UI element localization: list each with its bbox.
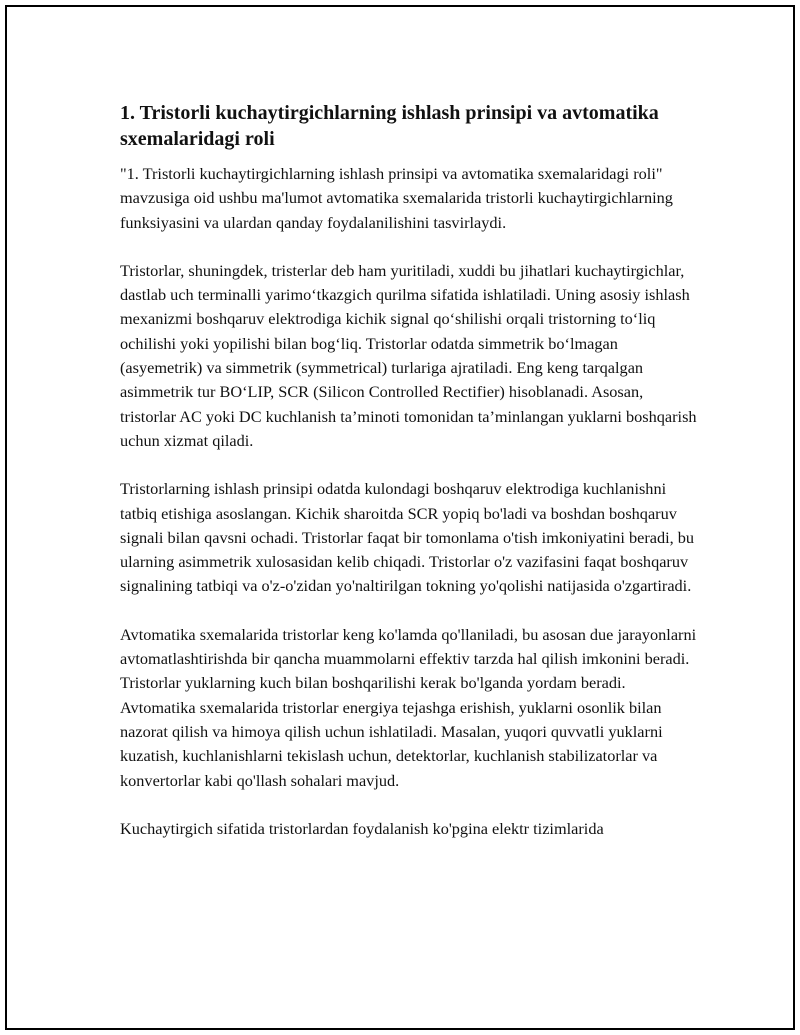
paragraph-tristor-types: Tristorlar, shuningdek, tristerlar deb ham yuritiladi, xuddi bu jihatlari kuchaytirgichlar, dastlab uch terminalli yarimo‘tkazgich qurilma sifatida ishlatiladi. Uning asosiy ishlash mexanizmi boshqaruv elektrodiga kichik signal qo‘shilishi orqali tristorning to‘liq ochilishi yoki yopilishi bilan bog‘liq. Tristorlar odatda simmetrik bo‘lmagan (asyemetrik) va simmetrik (symmetrical) turlariga ajratiladi. Eng keng tarqalgan asimmetrik tur BO‘LIP, SCR (Silicon Controlled Rectifier) hisoblanadi. Asosan, tristorlar AC yoki DC kuchlanish ta’minoti tomonidan ta’minlangan yuklarni boshqarish uchun xizmat qiladi. xyxy=(120,260,697,450)
document-page xyxy=(5,5,795,1030)
document-body xyxy=(120,100,700,865)
paragraph-automation-role: Avtomatika sxemalarida tristorlar keng ko'lamda qo'llaniladi, bu asosan due jarayonlarni avtomatlashtirishda bir qancha muammolarni effektiv tarzda hal qilish imkonini beradi. Tristorlar yuklarning kuch bilan boshqarilishi kerak bo'lganda yordam beradi. Avtomatika sxemalarida tristorlar energiya tejashga erishish, yuklarni osonlik bilan nazorat qilish va himoya qilish uchun ishlatiladi. Masalan, yuqori quvvatli yuklarni kuzatish, kuchlanishlarni tekislash uchun, detektorlar, kuchlanish stabilizatorlar va konvertorlar kabi qo'llash sohalari mavjud. xyxy=(120,624,697,790)
paragraph-intro: "1. Tristorli kuchaytirgichlarning ishlash prinsipi va avtomatika sxemalaridagi roli" mavzusiga oid ushbu ma'lumot avtomatika sxemalarida tristorli kuchaytirgichlarning funksiyasini va ulardan qanday foydalanilishini tasvirlaydi. xyxy=(120,164,673,232)
document-title: 1. Tristorli kuchaytirgichlarning ishlash prinsipi va avtomatika sxemalaridagi roli xyxy=(120,102,659,150)
paragraph-working-principle: Tristorlarning ishlash prinsipi odatda kulondagi boshqaruv elektrodiga kuchlanishni tatbiq etishiga asoslangan. Kichik sharoitda SCR yopiq bo'ladi va boshdan boshqaruv signali bilan qavsni ochadi. Tristorlar faqat bir tomonlama o'tish imkoniyatini beradi, bu ularning asimmetrik xulosasidan kelib chiqadi. Tristorlar o'z vazifasini faqat boshqaruv signalining tatbiqi va o'z-o'zidan yo'naltirilgan tokning yo'qolishi natijasida o'zgartiradi. xyxy=(120,479,695,596)
paragraph-amplifier-usage: Kuchaytirgich sifatida tristorlardan foydalanish ko'pgina elektr tizimlarida xyxy=(120,818,604,838)
